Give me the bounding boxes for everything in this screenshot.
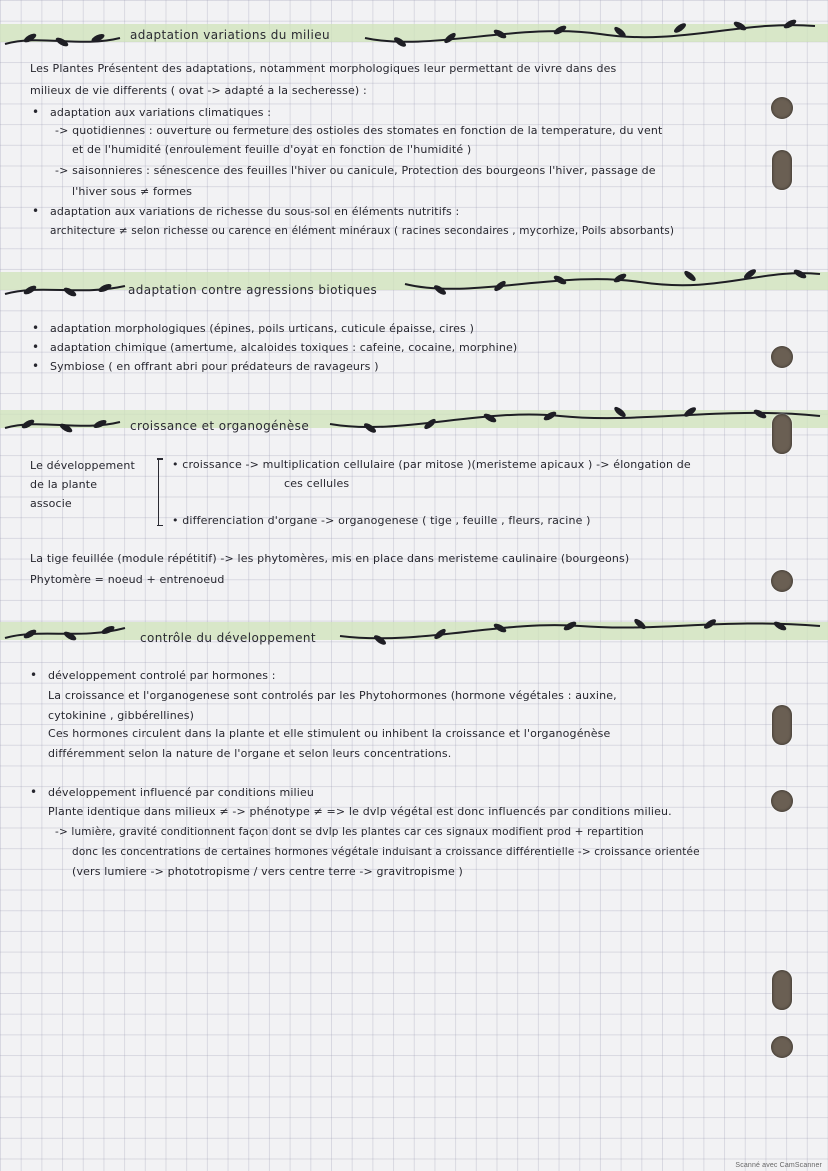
- text-line: -> lumière, gravité conditionnent façon dont se dvlp les plantes car ces signaux modifient prod + repartition: [55, 826, 644, 838]
- section-title: croissance et organogénèse: [130, 419, 310, 433]
- text-line: • croissance -> multiplication cellulaire (par mitose )(meristeme apicaux ) -> élongation de: [172, 458, 691, 471]
- text-line: Ces hormones circulent dans la plante et elle stimulent ou inhibent la croissance et l'organogénèse: [48, 727, 611, 740]
- binder-hole: [771, 346, 793, 368]
- binder-hole: [771, 570, 793, 592]
- text-line: La tige feuillée (module répétitif) -> les phytomères, mis en place dans meristeme caulinaire (bourgeons): [30, 552, 630, 565]
- text-line: et de l'humidité (enroulement feuille d'oyat en fonction de l'humidité ): [72, 143, 472, 156]
- text-line: Plante identique dans milieux ≠ -> phénotype ≠ => le dvlp végétal est donc influencés par conditions milieu.: [48, 805, 672, 818]
- text-line: -> quotidiennes : ouverture ou fermeture des ostioles des stomates en fonction de la temperature, du vent: [55, 124, 663, 137]
- text-line: donc les concentrations de certaines hormones végétale induisant a croissance différentielle -> croissance orientée: [72, 846, 700, 858]
- vine-divider-icon: [0, 266, 828, 306]
- bullet-item: • adaptation aux variations climatiques :: [50, 106, 271, 120]
- brace: [158, 458, 168, 526]
- text-line: Le développement: [30, 459, 135, 472]
- bullet-item: • adaptation chimique (amertume, alcaloides toxiques : cafeine, cocaine, morphine): [50, 341, 517, 355]
- text-line: La croissance et l'organogenese sont controlés par les Phytohormones (hormone végétales : auxine,: [48, 689, 617, 702]
- binder-hole: [771, 97, 793, 119]
- binder-hole: [772, 705, 792, 745]
- section-title: adaptation variations du milieu: [130, 28, 331, 42]
- bullet-item: • adaptation morphologiques (épines, poils urticans, cuticule épaisse, cires ): [50, 322, 474, 336]
- text-line: différemment selon la nature de l'organe et selon leurs concentrations.: [48, 747, 452, 760]
- text-line: (vers lumiere -> phototropisme / vers centre terre -> gravitropisme ): [72, 865, 463, 878]
- scanner-watermark: Scanné avec CamScanner: [735, 1162, 822, 1169]
- text-line: milieux de vie differents ( ovat -> adapté a la secheresse) :: [30, 84, 367, 97]
- text-line: • differenciation d'organe -> organogenese ( tige , feuille , fleurs, racine ): [172, 514, 591, 527]
- binder-hole: [771, 790, 793, 812]
- binder-hole: [772, 970, 792, 1010]
- text-line: cytokinine , gibbérellines): [48, 709, 195, 722]
- binder-hole: [772, 150, 792, 190]
- bullet-item: • Symbiose ( en offrant abri pour prédateurs de ravageurs ): [50, 360, 379, 374]
- bullet-item: • développement controlé par hormones :: [48, 669, 276, 683]
- section-title: adaptation contre agressions biotiques: [128, 283, 378, 297]
- text-line: Phytomère = noeud + entrenoeud: [30, 573, 225, 586]
- text-line: associe: [30, 497, 72, 510]
- text-line: architecture ≠ selon richesse ou carence en élément minéraux ( racines secondaires , mycorhize, Poils absorbants): [50, 225, 675, 237]
- text-line: l'hiver sous ≠ formes: [72, 185, 193, 198]
- binder-hole: [772, 414, 792, 454]
- vine-divider-icon: [0, 402, 828, 442]
- text-line: ces cellules: [284, 477, 350, 490]
- section-title: contrôle du développement: [140, 631, 316, 645]
- binder-hole: [771, 1036, 793, 1058]
- bullet-item: • développement influencé par conditions milieu: [48, 786, 314, 800]
- vine-divider-icon: [0, 614, 828, 654]
- text-line: de la plante: [30, 478, 98, 491]
- text-line: -> saisonnieres : sénescence des feuilles l'hiver ou canicule, Protection des bourgeons l'hiver, passage de: [55, 164, 656, 177]
- text-line: Les Plantes Présentent des adaptations, notamment morphologiques leur permettant de vivre dans des: [30, 62, 617, 75]
- bullet-item: • adaptation aux variations de richesse du sous-sol en éléments nutritifs :: [50, 205, 459, 219]
- vine-divider-icon: [0, 12, 828, 52]
